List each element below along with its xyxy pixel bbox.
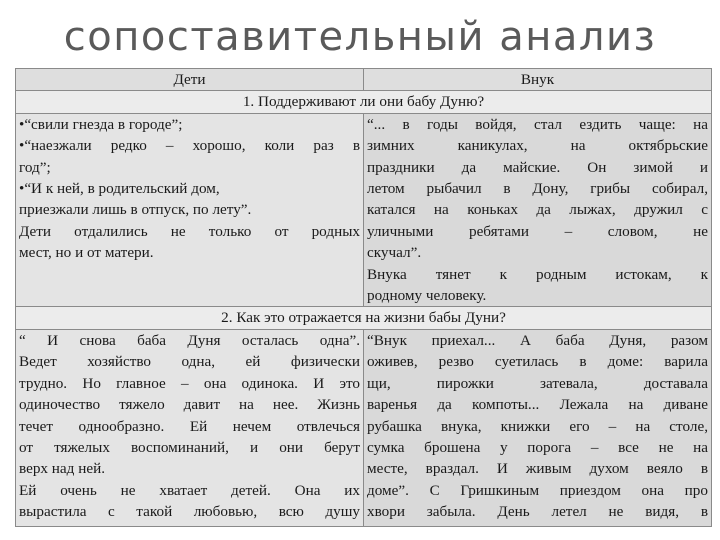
answer-row-1 [16, 113, 712, 307]
text-line: летом рыбачил в Дону, грибы собирал, [367, 180, 708, 198]
grandson-cell-1 [364, 113, 712, 307]
text-line: •“свили гнезда в городе”; [19, 115, 183, 133]
text-line: одиночество тяжело давит на нее. Жизнь [19, 396, 360, 414]
question-row-1 [16, 91, 712, 113]
text-line: вырастила с такой любовью, всю душу [19, 503, 360, 521]
grandson-cell-2 [364, 329, 712, 526]
column-header-grandson: Внук [364, 69, 712, 91]
text-line: “... в годы войдя, стал ездить чаще: на [367, 115, 708, 133]
text-line: скучал”. [367, 244, 422, 262]
children-cell-2 [16, 329, 364, 526]
text-line: Ведет хозяйство одна, ей физически [19, 353, 360, 371]
text-line: Дети отдалились не только от родных [19, 222, 360, 240]
text-line: сумка брошена у порога – все не на [367, 438, 708, 456]
text-line: течет однообразно. Ей нечем отвлечься [19, 417, 360, 435]
text-line: варенья да компоты... Лежала на диване [367, 396, 708, 414]
text-line: трудно. Но главное – она одинока. И это [19, 374, 360, 392]
column-header-children: Дети [16, 69, 364, 91]
text-line: уличными ребятами – словом, не [367, 222, 708, 240]
text-line: родному человеку. [367, 287, 487, 305]
text-line: “Внук приехал... А баба Дуня, разом [367, 331, 708, 349]
question-2: 2. Как это отражается на жизни бабы Дуни? [16, 307, 712, 329]
text-line: приезжали лишь в отпуск, по лету”. [19, 201, 252, 219]
question-1: 1. Поддерживают ли они бабу Дуню? [16, 91, 712, 113]
text-line: год”; [19, 158, 51, 176]
text-line: Внука тянет к родным истокам, к [367, 265, 708, 283]
question-row-2 [16, 307, 712, 329]
text-line: от тяжелых воспоминаний, и они берут [19, 438, 360, 456]
text-line: праздники да майские. Он зимой и [367, 158, 708, 176]
children-cell-1 [16, 113, 364, 307]
text-line: рубашка внука, книжки его – на столе, [367, 417, 708, 435]
text-line: щи, пирожки затевала, доставала [367, 374, 708, 392]
slide-title: сопоставительный анализ [63, 14, 657, 60]
text-line: зимних каникулах, на октябрьские [367, 137, 708, 155]
header-row [16, 69, 712, 91]
text-line: оживев, резво суетилась в доме: варила [367, 353, 708, 371]
text-line: “ И снова баба Дуня осталась одна”. [19, 331, 360, 349]
text-line: хвори забыла. День летел не видя, в [367, 503, 708, 521]
text-line: доме”. С Гришкиным приездом она про [367, 481, 708, 499]
comparison-table [15, 68, 712, 527]
text-line: месте, враздал. И живым духом веяло в [367, 460, 708, 478]
text-line: мест, но и от матери. [19, 244, 154, 262]
text-line: Ей очень не хватает детей. Она их [19, 481, 360, 499]
text-line: верх над ней. [19, 460, 105, 478]
text-line: катался на коньках да лыжах, дружил с [367, 201, 708, 219]
answer-row-2 [16, 329, 712, 526]
text-line: •“И к ней, в родительский дом, [19, 180, 220, 198]
text-line: •“наезжали редко – хорошо, коли раз в [19, 137, 360, 155]
